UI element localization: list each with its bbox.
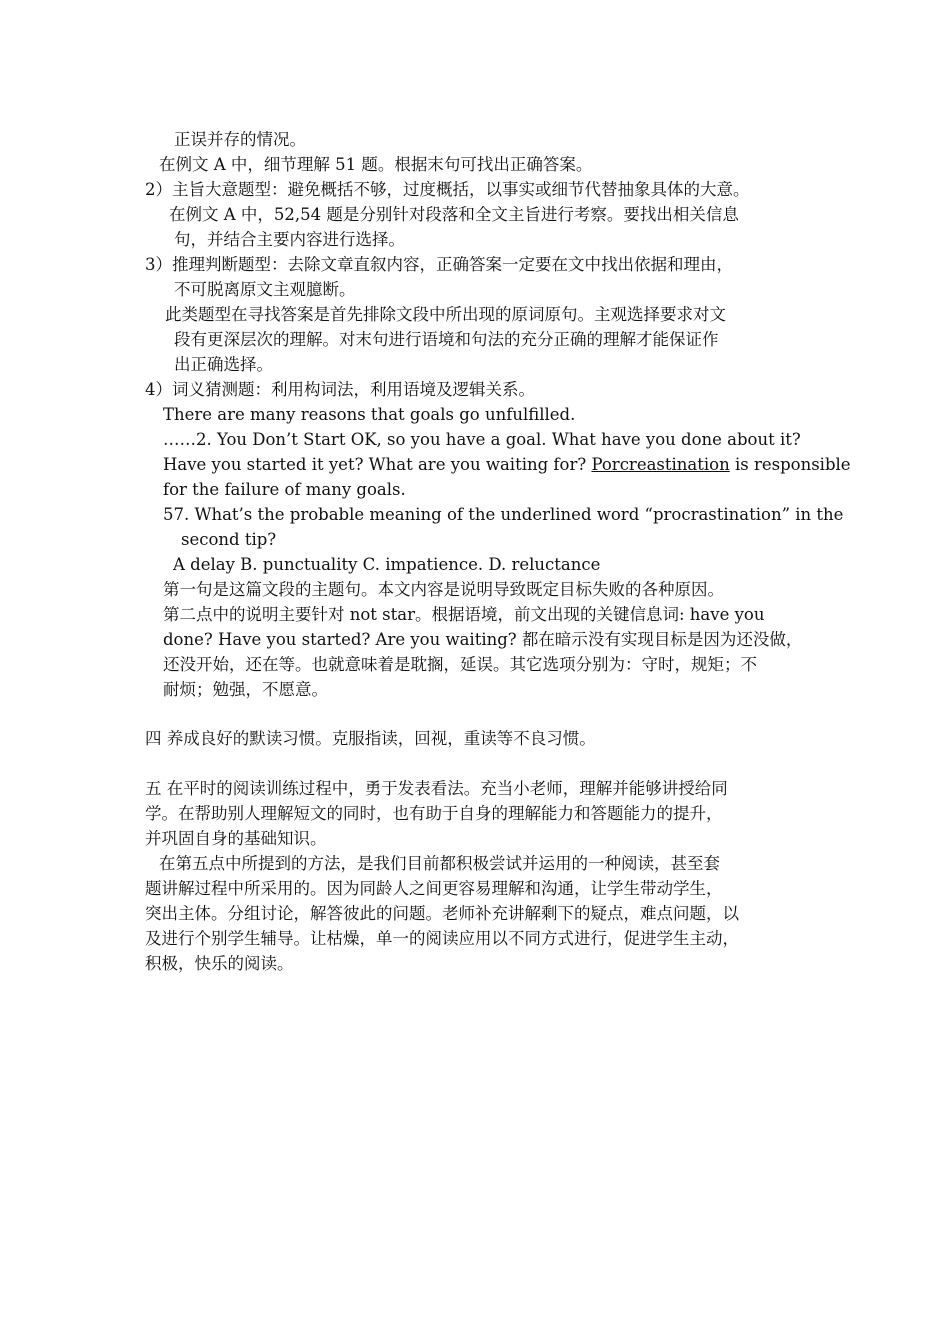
list-item-3-heading: 3）推理判断题型：去除文章直叙内容，正确答案一定要在文中找出依据和理由， — [145, 255, 733, 274]
answer-options: A delay B. punctuality C. impatience. D. reluctance — [173, 555, 601, 574]
example-passage-line: for the failure of many goals. — [163, 480, 406, 499]
question-57-continued: second tip? — [181, 530, 277, 549]
list-item-2-heading: 2）主旨大意题型：避免概括不够，过度概括，以事实或细节代替抽象具体的大意。 — [145, 180, 750, 199]
text-line: done? Have you started? Are you waiting? 都在暗示没有实现目标是因为还没做， — [163, 630, 803, 649]
passage-text: Have you started it yet? What are you waiting for? — [163, 455, 587, 474]
text-line: 第二点中的说明主要针对 not star。根据语境，前文出现的关键信息词: have you — [163, 605, 765, 624]
text-line: 并巩固自身的基础知识。 — [145, 829, 327, 848]
text-line: 在例文 A 中，细节理解 51 题。根据末句可找出正确答案。 — [159, 155, 593, 174]
text-line: 出正确选择。 — [174, 355, 273, 374]
text-line: 第一句是这篇文段的主题句。本文内容是说明导致既定目标失败的各种原因。 — [163, 580, 724, 599]
text-line: 还没开始，还在等。也就意味着是耽搁，延误。其它选项分别为：守时，规矩；不 — [163, 655, 757, 674]
text-line: 句，并结合主要内容进行选择。 — [174, 230, 405, 249]
example-passage-line — [163, 452, 851, 477]
section-four: 四 养成良好的默读习惯。克服指读，回视，重读等不良习惯。 — [145, 729, 596, 748]
text-line: 题讲解过程中所采用的。因为同龄人之间更容易理解和沟通，让学生带动学生， — [145, 879, 723, 898]
text-line: 突出主体。分组讨论，解答彼此的问题。老师补充讲解剩下的疑点，难点问题，以 — [145, 904, 739, 923]
text-line: 在例文 A 中，52,54 题是分别针对段落和全文主旨进行考察。要找出相关信息 — [169, 205, 739, 224]
underlined-word: Porcreastination — [591, 455, 730, 474]
question-57: 57. What’s the probable meaning of the underlined word “procrastination” in the — [163, 505, 844, 524]
text-line: 积极，快乐的阅读。 — [145, 954, 294, 973]
text-line: 在第五点中所提到的方法，是我们目前都积极尝试并运用的一种阅读，甚至套 — [159, 854, 720, 873]
text-line: 不可脱离原文主观臆断。 — [174, 280, 356, 299]
passage-text: is responsible — [734, 455, 851, 474]
example-passage-line: ……2. You Don’t Start OK, so you have a goal. What have you done about it? — [163, 430, 801, 449]
text-line: 段有更深层次的理解。对末句进行语境和句法的充分正确的理解才能保证作 — [174, 330, 719, 349]
text-line: 及进行个别学生辅导。让枯燥，单一的阅读应用以不同方式进行，促进学生主动， — [145, 929, 739, 948]
section-five: 五 在平时的阅读训练过程中，勇于发表看法。充当小老师，理解并能够讲授给同 — [145, 779, 728, 798]
text-line: 耐烦；勉强，不愿意。 — [163, 680, 328, 699]
text-line: 学。在帮助别人理解短文的同时，也有助于自身的理解能力和答题能力的提升， — [145, 804, 723, 823]
list-item-4-heading: 4）词义猜测题：利用构词法，利用语境及逻辑关系。 — [145, 380, 535, 399]
text-line: 正误并存的情况。 — [174, 130, 306, 149]
example-sentence: There are many reasons that goals go unfulfilled. — [163, 405, 576, 424]
text-line: 此类题型在寻找答案是首先排除文段中所出现的原词原句。主观选择要求对文 — [165, 305, 726, 324]
